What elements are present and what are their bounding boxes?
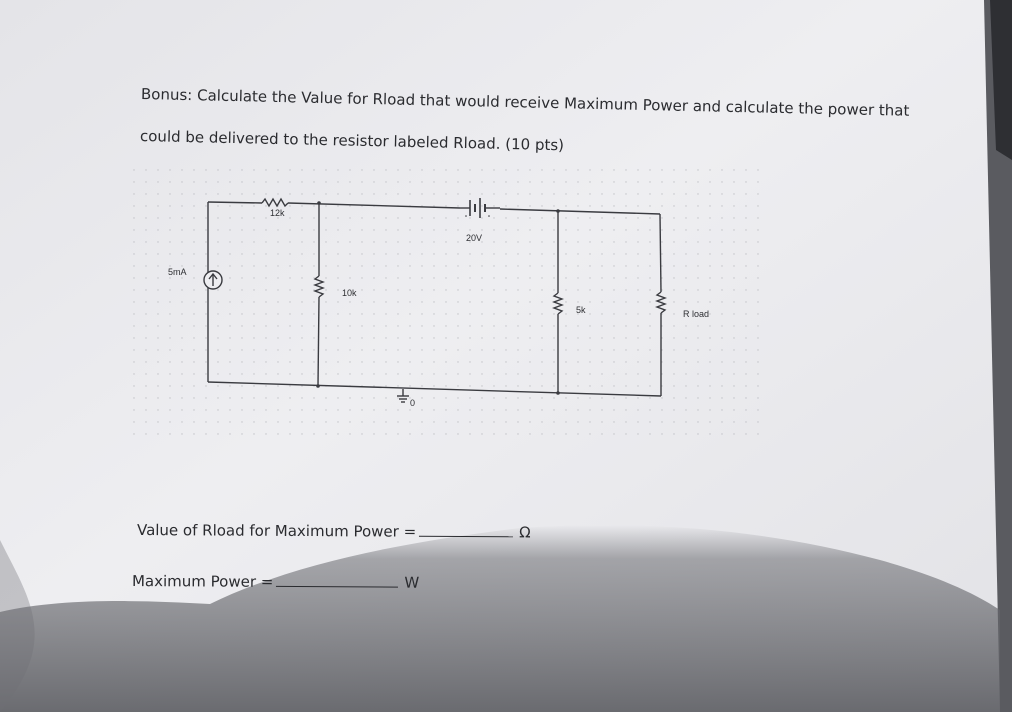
question-line-1: Bonus: Calculate the Value for Rload that would receive Maximum Power and calculate the power that	[140, 85, 910, 120]
answer-row-power	[132, 571, 419, 592]
label-5ma: 5mA	[168, 267, 187, 277]
current-source-5ma	[204, 271, 222, 289]
node-dot	[316, 384, 320, 388]
label-12k: 12k	[270, 208, 285, 218]
wire-10k-lower	[318, 297, 319, 386]
power-answer-blank[interactable]	[276, 572, 398, 588]
label-10k: 10k	[342, 288, 357, 298]
node-dot	[317, 201, 321, 205]
question-line-2: could be delivered to the resistor labeled Rload. (10 pts)	[139, 127, 565, 155]
ohm-unit: Ω	[519, 523, 531, 542]
power-answer-label: Maximum Power =	[131, 572, 274, 591]
node-dot	[556, 391, 560, 395]
rload-answer-blank[interactable]	[419, 522, 513, 538]
label-ground: 0	[410, 398, 416, 408]
label-20v: 20V	[466, 233, 483, 243]
wire-top-left	[208, 202, 262, 203]
node-dot	[556, 209, 560, 213]
label-5k: 5k	[576, 305, 586, 315]
wire-right-upper	[660, 214, 661, 292]
rload-answer-label: Value of Rload for Maximum Power =	[136, 521, 417, 541]
answer-row-rload	[137, 520, 531, 541]
label-rload: R load	[683, 309, 710, 319]
watt-unit: W	[404, 573, 420, 592]
